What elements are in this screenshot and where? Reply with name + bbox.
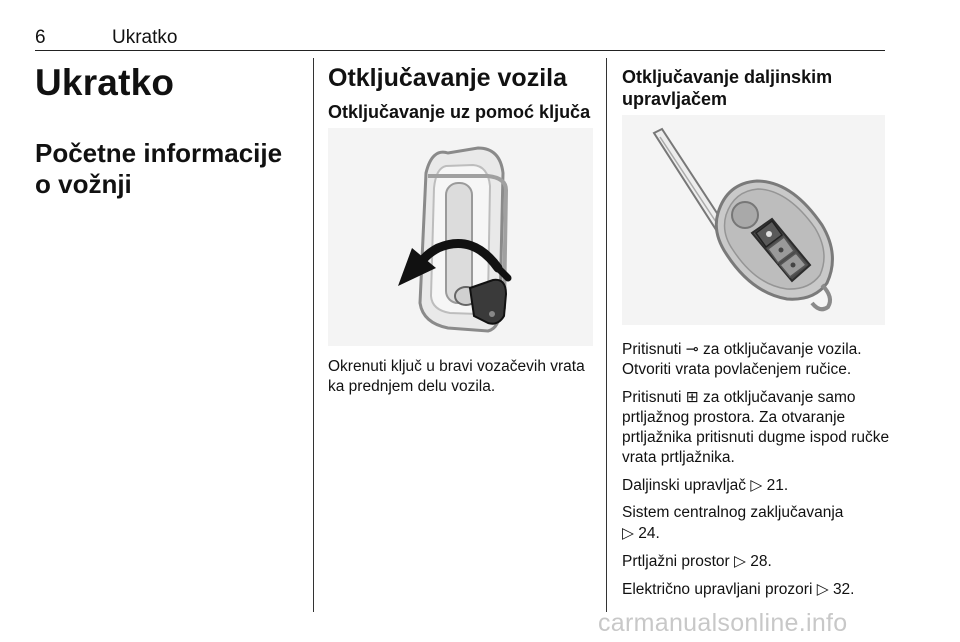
reference-arrow-icon: ▷ xyxy=(816,580,829,598)
running-header-title: Ukratko xyxy=(112,27,178,48)
section-heading: Otključavanje vozila xyxy=(328,64,567,92)
watermark: carmanualsonline.info xyxy=(598,609,848,637)
cross-reference[interactable]: Električno upravljani prozori ▷ 32. xyxy=(622,580,855,598)
reference-arrow-icon: ▷ xyxy=(622,524,634,542)
cross-reference[interactable]: Prtljažni prostor ▷ 28. xyxy=(622,552,772,570)
trunk-icon: ⊞ xyxy=(685,388,699,406)
reference-arrow-icon: ▷ xyxy=(750,476,763,494)
cross-reference[interactable]: Sistem centralnog zaključavanja ▷ 24. xyxy=(622,504,844,542)
remote-key-fob-illustration xyxy=(622,115,885,325)
header-rule xyxy=(35,50,885,51)
door-handle-key-illustration xyxy=(328,128,593,346)
paragraph: Pritisnuti ⊞ za otključavanje samo prtljažnog prostora. Za otvaranje prtljažnika pritisnuti dugme ispod ručke vrata prtljažnika. xyxy=(622,388,890,466)
unlock-car-icon: ⊸ xyxy=(685,340,699,358)
section-heading: Početne informacije o vožnji xyxy=(35,138,283,199)
column-divider xyxy=(313,58,314,612)
instruction-text-block xyxy=(622,339,892,607)
chapter-heading: Ukratko xyxy=(35,62,175,103)
paragraph: Pritisnuti ⊸ za otključavanje vozila. Otvoriti vrata povlačenjem ručice. xyxy=(622,340,862,378)
section-heading: Otključavanje daljinskim upravljačem xyxy=(622,67,833,109)
subsection-heading: Otključavanje uz pomoć ključa xyxy=(328,102,591,122)
column-divider xyxy=(606,58,607,612)
instruction-text: Okrenuti ključ u bravi vozačevih vrata ka prednjem delu vozila. xyxy=(328,358,585,395)
reference-arrow-icon: ▷ xyxy=(733,552,746,570)
cross-reference[interactable]: Daljinski upravljač ▷ 21. xyxy=(622,476,789,494)
page-number: 6 xyxy=(35,27,46,48)
